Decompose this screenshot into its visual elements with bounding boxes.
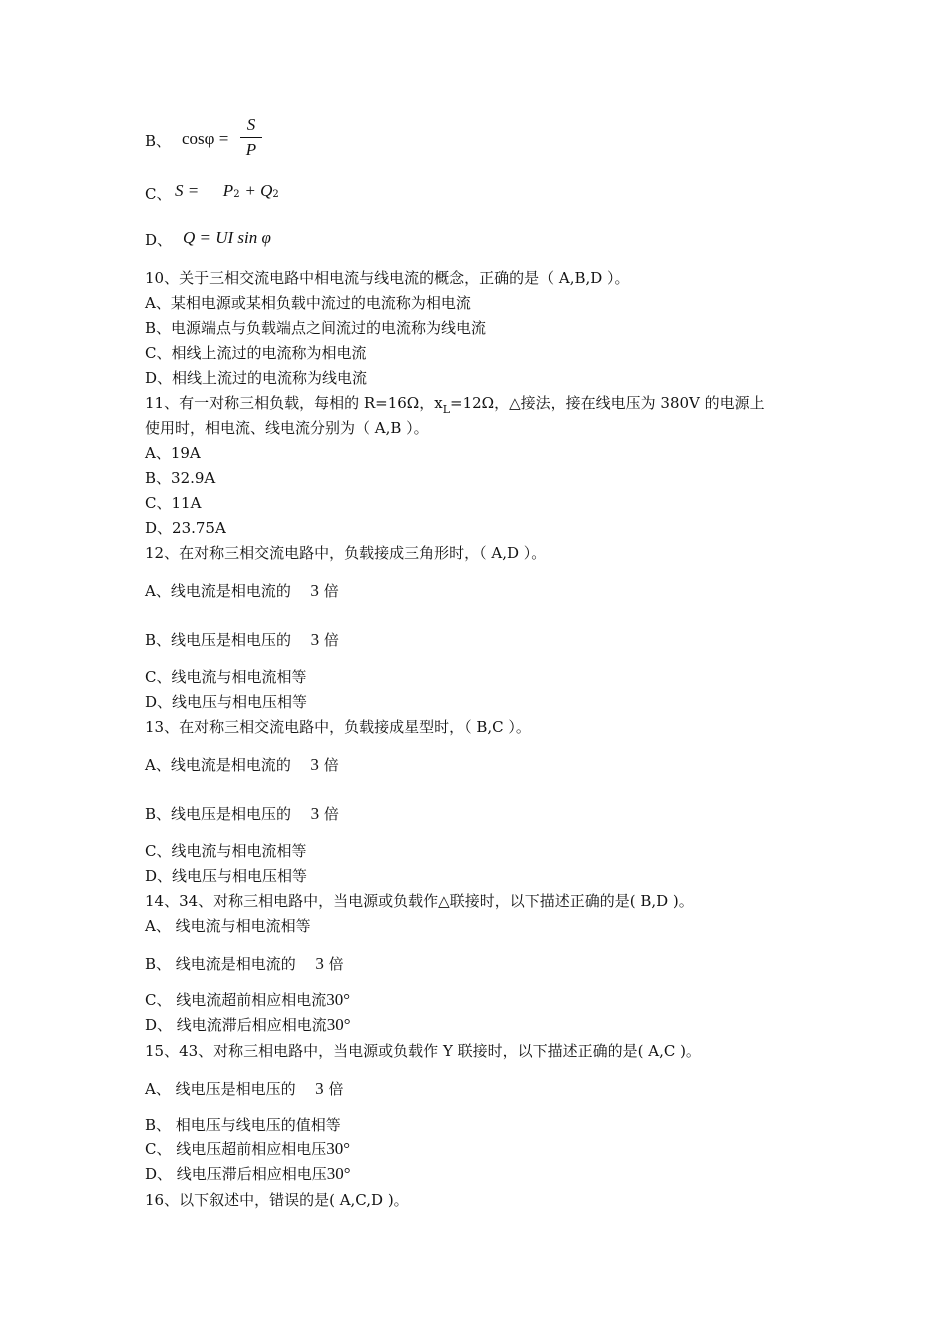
q15-option-b: B、 相电压与线电压的值相等 bbox=[145, 1116, 341, 1134]
q14-option-d: D、 线电流滞后相应相电流30° bbox=[145, 1015, 351, 1034]
option-prefix: C、 bbox=[145, 185, 172, 203]
q15-option-a: A、 线电压是相电压的 3 倍 bbox=[145, 1079, 344, 1098]
q14-option-b: B、 线电流是相电流的 3 倍 bbox=[145, 954, 344, 973]
formula-exp: 2 bbox=[272, 189, 279, 200]
q10-option-b: B、电源端点与负载端点之间流过的电流称为线电流 bbox=[145, 319, 487, 337]
q12-option-b: B、线电压是相电压的 3 倍 bbox=[145, 630, 339, 649]
q13-option-b: B、线电压是相电压的 3 倍 bbox=[145, 804, 339, 823]
q15-option-d: D、 线电压滞后相应相电压30° bbox=[145, 1164, 351, 1183]
q12-option-c: C、线电流与相电流相等 bbox=[145, 668, 307, 686]
degree-value: 30° bbox=[326, 1139, 351, 1158]
option-c-formula bbox=[145, 184, 171, 204]
formula-exp: 2 bbox=[233, 189, 240, 200]
q11-stem: 11、有一对称三相负载，每相的 R=16Ω，$x_L=12\Omega$，△接法，接在线电压为 380V 的电源上 bbox=[145, 394, 765, 416]
reactive-power-formula: Q = UI sin φ bbox=[183, 228, 271, 247]
degree-value: 30° bbox=[326, 1164, 351, 1183]
power-formula bbox=[175, 181, 279, 204]
q15-stem: 15、43、对称三相电路中，当电源或负载作 Y 联接时，以下描述正确的是( A,C )。 bbox=[145, 1042, 701, 1060]
formula-p: P bbox=[222, 181, 234, 200]
q10-stem: 10、关于三相交流电路中相电流与线电流的概念，正确的是（ A,B,D ）。 bbox=[145, 269, 630, 287]
cos-phi-lhs: cosφ = bbox=[182, 129, 229, 148]
q13-stem: 13、在对称三相交流电路中，负载接成星型时，（ B,C ）。 bbox=[145, 718, 531, 736]
sqrt-three: 3 bbox=[310, 755, 319, 774]
subscript-l: L bbox=[442, 403, 451, 416]
option-prefix: B、 bbox=[145, 132, 172, 150]
q14-stem: 14、34、对称三相电路中，当电源或负载作△联接时，以下描述正确的是( B,D )。 bbox=[145, 892, 694, 910]
sqrt-three: 3 bbox=[310, 804, 320, 823]
q10-option-d: D、相线上流过的电流称为线电流 bbox=[145, 369, 368, 387]
formula-q: + Q bbox=[244, 181, 273, 200]
fraction-bar bbox=[240, 137, 262, 138]
formula-lhs: S = bbox=[175, 181, 200, 200]
degree-value: 30° bbox=[326, 1015, 351, 1034]
q14-option-c: C、 线电流超前相应相电流30° bbox=[145, 990, 351, 1009]
option-d-formula bbox=[145, 230, 172, 250]
q10-option-a: A、某相电源或某相负载中流过的电流称为相电流 bbox=[145, 294, 471, 312]
q11-option-b: B、32.9A bbox=[145, 469, 216, 487]
q12-option-a: A、线电流是相电流的 3 倍 bbox=[145, 581, 339, 600]
option-prefix: D、 bbox=[145, 231, 173, 249]
degree-value: 30° bbox=[326, 990, 351, 1009]
q12-option-d: D、线电压与相电压相等 bbox=[145, 693, 308, 711]
fraction-numerator: S bbox=[246, 115, 256, 134]
q11-option-a: A、19A bbox=[145, 444, 201, 462]
q13-option-c: C、线电流与相电流相等 bbox=[145, 842, 307, 860]
sqrt-three: 3 bbox=[315, 954, 324, 973]
q13-option-d: D、线电压与相电压相等 bbox=[145, 867, 308, 885]
q11-option-c: C、11A bbox=[145, 494, 202, 512]
q13-option-a: A、线电流是相电流的 3 倍 bbox=[145, 755, 339, 774]
q11-stem-cont: 使用时，相电流、线电流分别为（ A,B ）。 bbox=[145, 419, 429, 437]
option-b-formula bbox=[145, 131, 171, 151]
q14-option-a: A、 线电流与相电流相等 bbox=[145, 917, 311, 935]
sqrt-three: 3 bbox=[310, 630, 320, 649]
sqrt-three: 3 bbox=[315, 1079, 324, 1098]
sqrt-three: 3 bbox=[310, 581, 319, 600]
fraction-denominator: P bbox=[245, 140, 257, 159]
q16-stem: 16、以下叙述中，错误的是( A,C,D )。 bbox=[145, 1191, 409, 1209]
q10-option-c: C、相线上流过的电流称为相电流 bbox=[145, 344, 367, 362]
q15-option-c: C、 线电压超前相应相电压30° bbox=[145, 1139, 351, 1158]
q12-stem: 12、在对称三相交流电路中，负载接成三角形时，（ A,D ）。 bbox=[145, 544, 547, 562]
q11-option-d: D、23.75A bbox=[145, 519, 226, 537]
